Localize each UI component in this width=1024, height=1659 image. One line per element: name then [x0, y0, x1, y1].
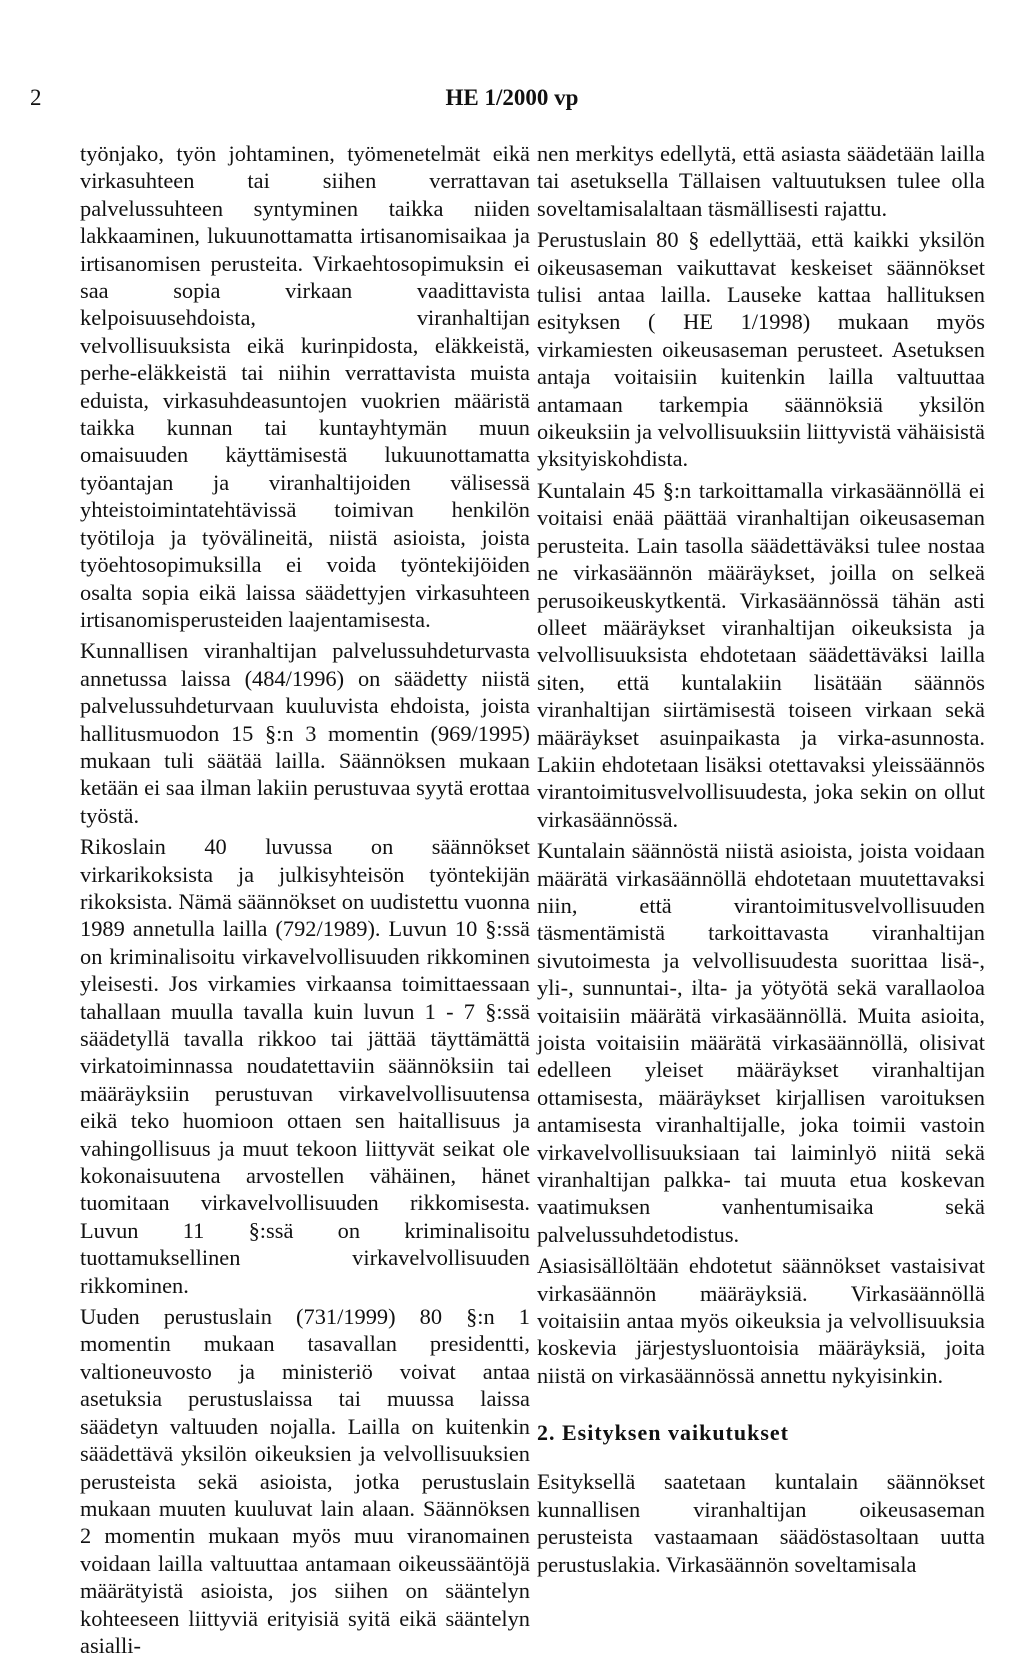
paragraph: Kuntalain 45 §:n tarkoittamalla virkasäännöllä ei voitaisi enää päättää viranhaltijan oikeusaseman perusteita. Lain tasolla säädettäväksi tulee nostaa ne virkasäännön määräykset, joilla on selkeä perusoikeuskytkentä. Virkasäännössä tähän asti olleet määräykset viranhaltijan oikeuksista ja velvollisuuksista ehdotetaan säädettäväksi lailla siten, että kuntalakiin lisätään säännös viranhaltijan siirtämisestä toiseen virkaan sekä määräykset asuinpaikasta ja virka-asunnosta. Lakiin ehdotetaan lisäksi otettavaksi yleissäännös virantoimitusvelvollisuudesta, joka sekin on ollut virkasäännössä. — [537, 477, 985, 832]
paragraph: Asiasisällöltään ehdotetut säännökset vastaisivat virkasäännön määräyksiä. Virkasäännöllä voitaisiin antaa myös oikeuksia ja velvollisuuksia koskevia järjestysluontoisia määräyksiä, joita niistä on virkasäännössä annettu nykyisinkin. — [537, 1253, 985, 1388]
paragraph: Uuden perustuslain (731/1999) 80 §:n 1 momentin mukaan tasavallan presidentti, valtioneuvosto ja ministeriö voivat antaa asetuksia perustuslaissa tai muussa laissa säädetyn valtuuden nojalla. Lailla on kuitenkin säädettävä yksilön oikeuksien ja velvollisuuksien perusteista sekä asioista, jotka perustuslain mukaan muuten kuuluvat lain alaan. Säännöksen 2 momentin mukaan myös muu viranomainen voidaan lailla valtuuttaa antamaan oikeussääntöjä määrätyistä asioista, jos siihen on sääntelyn kohteeseen liittyviä erityisiä syitä eikä sääntelyn asialli- — [80, 1304, 530, 1658]
section-heading: 2. Esityksen vaikutukset — [537, 1420, 790, 1446]
paragraph: nen merkitys edellytä, että asiasta säädetään lailla tai asetuksella Tällaisen valtuutuksen tulee olla soveltamisalaltaan täsmällisesti rajattu. — [537, 141, 985, 221]
page-number: 2 — [30, 85, 42, 110]
paragraph: Rikoslain 40 luvussa on säännökset virkarikoksista ja julkisyhteisön työntekijän rikoksista. Nämä säännökset on uudistettu vuonna 1989 annetulla lailla (792/1989). Luvun 10 §:ssä on kriminalisoitu virkavelvollisuuden rikkominen yleisesti. Jos virkamies virkaansa toimittaessaan tahallaan muulla tavalla kuin luvun 1 - 7 §:ssä säädetyllä tavalla rikkoo tai jättää täyttämättä virkatoiminnassa noudatettaviin säännöksiin tai määräyksiin perustuvan virkavelvollisuutensa eikä teko huomioon ottaen sen haitallisuus ja vahingollisuus ja muut tekoon liittyvät seikat ole kokonaisuutena arvostellen vähäinen, hänet tuomitaan virkavelvollisuuden rikkomisesta. Luvun 11 §:ssä on kriminalisoitu tuottamuksellinen virkavelvollisuuden rikkominen. — [80, 834, 530, 1298]
paragraph: Kuntalain säännöstä niistä asioista, joista voidaan määrätä virkasäännöllä ehdotetaan muutettavaksi niin, että virantoimitusvelvollisuuden täsmentämistä tarkoittavasta viranhaltijan sivutoimesta ja velvollisuudesta suorittaa lisä-, yli-, sunnuntai-, ilta- ja yötyötä sekä varallaoloa voitaisiin määrätä virkasäännöllä. Muita asioita, joista voitaisiin määrätä virkasäännöllä, olisivat edelleen yleiset määräykset viranhaltijan ottamisesta, määräykset kirjallisen varoituksen antamisesta viranhaltijalle, joka toimii vastoin virkavelvollisuuksiaan tai laiminlyö niitä sekä viranhaltijan palkka- tai muuta etua koskevan vaatimuksen vanhentumisaika sekä palvelussuhdetodistus. — [537, 838, 985, 1247]
left-column — [80, 140, 530, 1659]
running-head: HE 1/2000 vp — [445, 85, 579, 110]
paragraph: työnjako, työn johtaminen, työmenetelmät eikä virkasuhteen tai siihen verrattavan palvelussuhteen syntyminen taikka niiden lakkaaminen, lukuunottamatta irtisanomisaikaa ja irtisanomisen perusteita. Virkaehtosopimuksin ei saa sopia virkaan vaadittavista kelpoisuusehdoista, viranhaltijan velvollisuuksista eikä kurinpidosta, eläkkeistä, perhe-eläkkeistä tai niihin verrattavista muista eduista, virkasuhdeasuntojen vuokrien määristä taikka kunnan tai kuntayhtymän muun omaisuuden käyttämisestä lukuunottamatta työantajan ja viranhaltijoiden välisessä yhteistoimintatehtävissä toimivan henkilön työtiloja ja työvälineitä, niistä asioista, joista työehtosopimuksilla ei voida työntekijöiden osalta sopia eikä laissa säädettyjen virkasuhteen irtisanomisperusteiden laajentamisesta. — [80, 141, 530, 632]
paragraph: Perustuslain 80 § edellyttää, että kaikki yksilön oikeusaseman vaikuttavat keskeiset säännökset tulisi antaa lailla. Lauseke kattaa hallituksen esityksen ( HE 1/1998) mukaan myös virkamiesten oikeusaseman perusteet. Asetuksen antaja voitaisiin kuitenkin lailla valtuuttaa antamaan tarkempia säännöksiä yksilön oikeuksiin ja velvollisuuksiin liittyvistä vähäisistä yksityiskohdista. — [537, 227, 985, 472]
paragraph: Esityksellä saatetaan kuntalain säännökset kunnallisen viranhaltijan oikeusaseman perusteista vastaamaan säädöstasoltaan uutta perustuslakia. Virkasäännön soveltamisala — [537, 1469, 985, 1577]
right-column — [537, 140, 985, 1578]
paragraph: Kunnallisen viranhaltijan palvelussuhdeturvasta annetussa laissa (484/1996) on säädetty niistä palvelussuhdeturvaan kuuluvista ehdoista, joista hallitusmuodon 15 §:n 3 momentin (969/1995) mukaan tuli säätää lailla. Säännöksen mukaan ketään ei saa ilman lakiin perustuvaa syytä erottaa työstä. — [80, 638, 530, 828]
